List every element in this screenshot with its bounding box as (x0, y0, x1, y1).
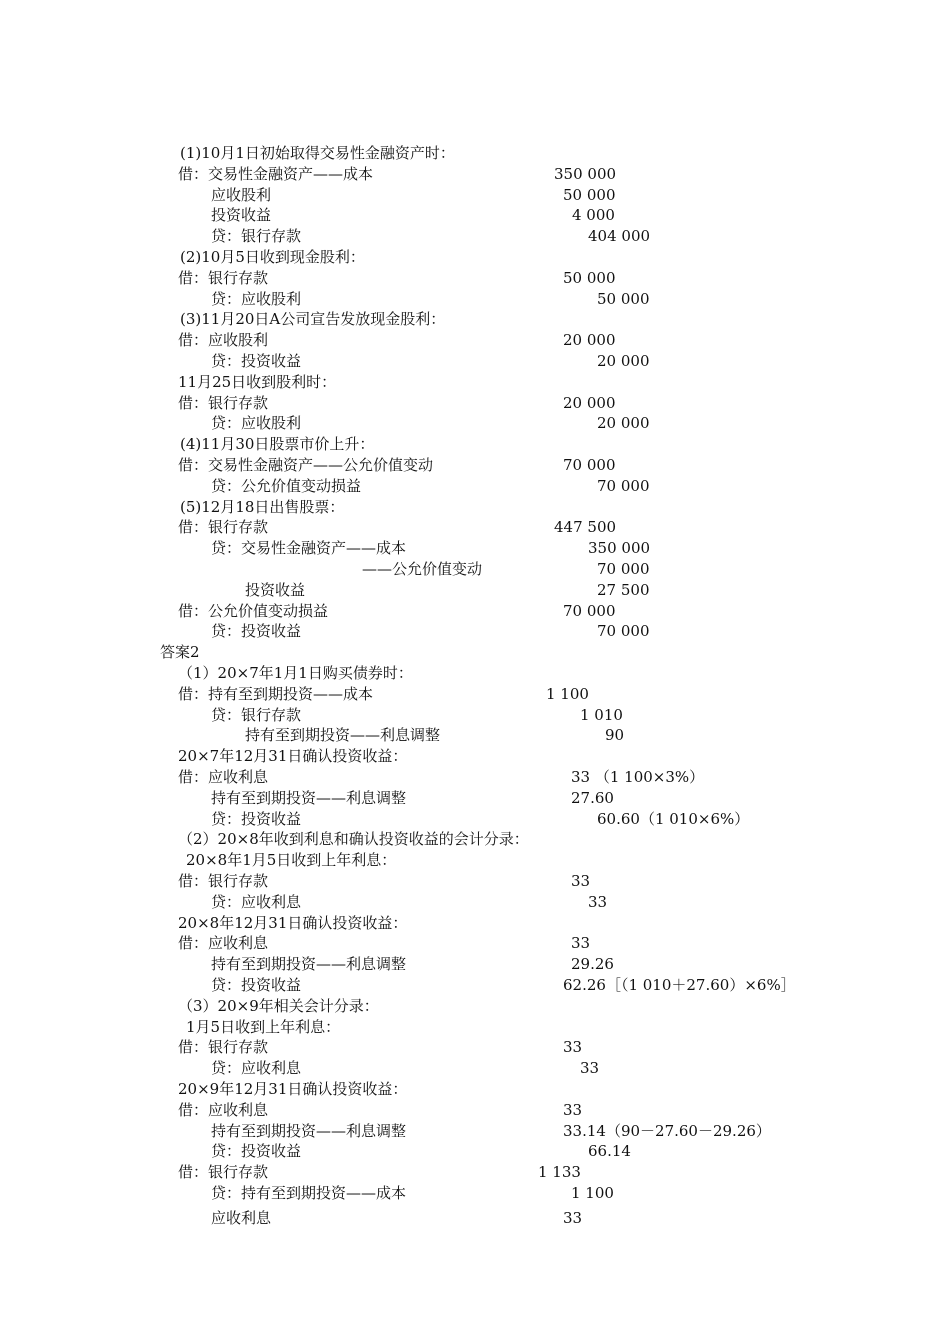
line-amount: 33 (571, 934, 591, 953)
line-text: （3）20×9年相关会计分录： (178, 996, 379, 1015)
journal-line (0, 892, 950, 913)
line-amount: 27 500 (597, 580, 650, 599)
journal-line (0, 809, 950, 830)
line-text: 贷：应收利息 (211, 1059, 302, 1078)
journal-line (0, 268, 950, 289)
journal-line (0, 1162, 950, 1183)
journal-line (0, 788, 950, 809)
journal-line (0, 1183, 950, 1204)
line-amount: 20 000 (597, 414, 650, 433)
journal-line (0, 434, 950, 455)
line-text: 贷：公允价值变动损益 (211, 476, 362, 495)
line-text: 贷：应收股利 (211, 414, 302, 433)
line-text: 借：银行存款 (178, 268, 269, 287)
line-text: 持有至到期投资——利息调整 (211, 788, 407, 807)
line-amount: 350 000 (554, 164, 617, 183)
line-amount: 70 000 (597, 476, 650, 495)
line-text: 借：持有至到期投资——成本 (178, 684, 374, 703)
journal-line (0, 725, 950, 746)
line-amount: 50 000 (563, 268, 616, 287)
journal-line (0, 954, 950, 975)
line-text: ——公允价值变动 (362, 560, 483, 578)
journal-line (0, 996, 950, 1017)
line-text: 贷：应收利息 (211, 892, 302, 911)
journal-line (0, 393, 950, 414)
line-text: 借：银行存款 (178, 518, 269, 537)
line-amount: 447 500 (554, 518, 617, 537)
journal-line (0, 1121, 950, 1142)
journal-line (0, 850, 950, 871)
journal-line (0, 289, 950, 310)
line-amount: 20 000 (563, 331, 616, 350)
line-amount: 29.26 (571, 955, 614, 974)
line-text: 20×8年12月31日确认投资收益： (178, 913, 408, 932)
line-text: 贷：持有至到期投资——成本 (211, 1184, 407, 1202)
journal-line (0, 185, 950, 206)
line-amount: 4 000 (572, 206, 615, 225)
line-text: （1）20×7年1月1日购买债券时： (178, 664, 413, 682)
line-text: 借：银行存款 (178, 393, 269, 412)
line-amount: 70 000 (597, 560, 650, 578)
line-text: 20×9年12月31日确认投资收益： (178, 1080, 408, 1098)
journal-line (0, 497, 950, 518)
journal-line (0, 455, 950, 476)
line-amount: 33 (563, 1208, 583, 1227)
line-amount: 70 000 (563, 456, 616, 474)
line-amount: 50 000 (597, 289, 650, 308)
line-text: 11月25日收到股利时： (178, 372, 337, 391)
line-text: 借：银行存款 (178, 1038, 269, 1057)
line-text: 答案2 (160, 643, 200, 662)
line-amount: 33 (563, 1100, 583, 1119)
line-text: 持有至到期投资——利息调整 (211, 955, 407, 974)
line-text: 应收股利 (211, 185, 272, 204)
line-text: 20×8年1月5日收到上年利息： (186, 851, 397, 870)
line-amount: 66.14 (588, 1142, 631, 1161)
line-text: 借：应收股利 (178, 331, 269, 350)
line-text: 贷：应收股利 (211, 289, 302, 308)
line-text: 投资收益 (245, 580, 306, 599)
journal-line (0, 642, 950, 663)
line-text: 借：交易性金融资产——成本 (178, 164, 374, 183)
journal-line (0, 913, 950, 934)
line-amount: 27.60 (571, 788, 614, 807)
journal-line (0, 559, 950, 580)
journal-line (0, 705, 950, 726)
line-text: 借：公允价值变动损益 (178, 601, 329, 620)
line-text: (3)11月20日A公司宣告发放现金股利： (180, 310, 446, 329)
journal-line (0, 476, 950, 497)
line-text: 借：应收利息 (178, 1100, 269, 1119)
journal-line (0, 871, 950, 892)
journal-line (0, 1141, 950, 1162)
line-amount: 404 000 (588, 227, 651, 246)
line-amount: 350 000 (588, 539, 651, 558)
line-amount: 70 000 (563, 601, 616, 620)
journal-line (0, 621, 950, 642)
journal-line (0, 1017, 950, 1038)
line-amount: 90 (605, 726, 625, 745)
journal-line (0, 143, 950, 164)
journal-line (0, 538, 950, 559)
journal-line (0, 829, 950, 850)
journal-line (0, 663, 950, 684)
journal-line (0, 746, 950, 767)
line-amount: 1 010 (580, 705, 623, 724)
line-text: 应收利息 (211, 1208, 272, 1227)
journal-line (0, 1100, 950, 1121)
journal-line (0, 1079, 950, 1100)
journal-line (0, 330, 950, 351)
journal-line (0, 1037, 950, 1058)
journal-line (0, 351, 950, 372)
journal-line (0, 580, 950, 601)
line-amount: 20 000 (597, 352, 650, 370)
line-text: 借：应收利息 (178, 768, 269, 786)
line-amount: 20 000 (563, 393, 616, 412)
journal-line (0, 933, 950, 954)
line-text: 贷：投资收益 (211, 809, 302, 828)
line-text: （2）20×8年收到利息和确认投资收益的会计分录： (178, 830, 529, 849)
line-amount: 33 (563, 1038, 583, 1057)
journal-line (0, 517, 950, 538)
line-text: (2)10月5日收到现金股利： (180, 248, 365, 266)
line-amount: 33 (571, 872, 591, 890)
journal-line (0, 684, 950, 705)
journal-line (0, 1208, 950, 1229)
line-amount: 33 （1 100×3%） (571, 768, 705, 786)
line-amount: 1 100 (571, 1184, 614, 1202)
journal-line (0, 767, 950, 788)
line-text: 1月5日收到上年利息： (186, 1017, 341, 1036)
line-amount: 33.14（90－27.60－29.26） (563, 1121, 771, 1140)
line-text: (5)12月18日出售股票： (180, 497, 345, 516)
journal-line (0, 247, 950, 268)
line-text: 贷：银行存款 (211, 227, 302, 246)
line-text: 20×7年12月31日确认投资收益： (178, 747, 408, 766)
line-amount: 33 (588, 892, 608, 911)
line-amount: 33 (580, 1059, 600, 1078)
journal-line (0, 309, 950, 330)
line-text: 借：银行存款 (178, 872, 269, 890)
line-amount: 1 133 (538, 1163, 581, 1182)
journal-line (0, 226, 950, 247)
journal-line (0, 601, 950, 622)
line-text: 贷：银行存款 (211, 705, 302, 724)
line-amount: 70 000 (597, 622, 650, 641)
journal-line (0, 413, 950, 434)
line-text: 投资收益 (211, 206, 272, 225)
line-text: 贷：投资收益 (211, 1142, 302, 1161)
line-text: 持有至到期投资——利息调整 (245, 726, 441, 745)
line-text: (1)10月1日初始取得交易性金融资产时： (180, 144, 455, 162)
line-text: 贷：投资收益 (211, 622, 302, 641)
line-text: (4)11月30日股票市价上升： (180, 435, 375, 454)
journal-line (0, 164, 950, 185)
journal-line (0, 975, 950, 996)
line-text: 借：应收利息 (178, 934, 269, 953)
line-text: 持有至到期投资——利息调整 (211, 1121, 407, 1140)
line-text: 贷：交易性金融资产——成本 (211, 539, 407, 558)
line-amount: 60.60（1 010×6%） (597, 809, 750, 828)
line-text: 借：银行存款 (178, 1163, 269, 1182)
line-text: 借：交易性金融资产——公允价值变动 (178, 456, 434, 474)
line-amount: 62.26［（1 010＋27.60）×6%］ (563, 976, 796, 994)
journal-line (0, 205, 950, 226)
line-amount: 50 000 (563, 185, 616, 204)
journal-line (0, 372, 950, 393)
line-text: 贷：投资收益 (211, 352, 302, 370)
journal-line (0, 1058, 950, 1079)
line-text: 贷：投资收益 (211, 976, 302, 994)
line-amount: 1 100 (546, 684, 589, 703)
